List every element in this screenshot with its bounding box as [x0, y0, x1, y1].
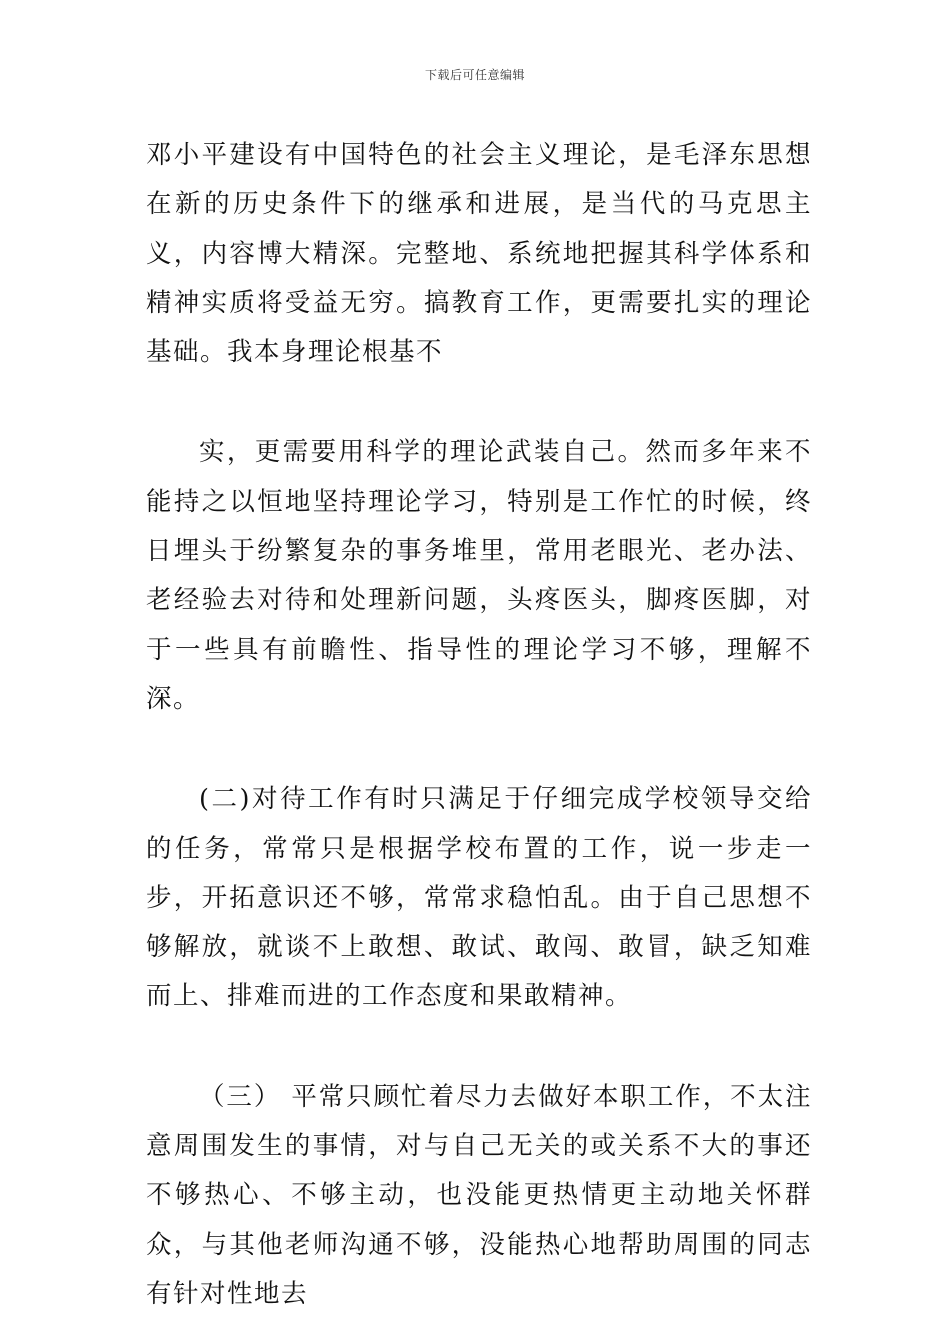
- page-header: 下载后可任意编辑: [424, 68, 525, 82]
- paragraph-4: （三） 平常只顾忙着尽力去做好本职工作，不太注意周围发生的事情，对与自己无关的或关系不大的事还不够热心、不够主动，也没能更热情更主动地关怀群众，与其他老师沟通不够，没能热心地帮助周围的同志有针对性地去: [146, 1081, 812, 1309]
- document-body: [146, 131, 812, 1319]
- paragraph-2: 实，更需要用科学的理论武装自己。然而多年来不能持之以恒地坚持理论学习，特别是工作忙的时候，终日埋头于纷繁复杂的事务堆里，常用老眼光、老办法、老经验去对待和处理新问题，头疼医头，脚疼医脚，对于一些具有前瞻性、指导性的理论学习不够，理解不深。: [146, 437, 812, 714]
- paragraph-3: (二)对待工作有时只满足于仔细完成学校领导交给的任务，常常只是根据学校布置的工作，说一步走一步，开拓意识还不够，常常求稳怕乱。由于自己思想不够解放，就谈不上敢想、敢试、敢闯、敢冒，缺乏知难而上、排难而进的工作态度和果敢精神。: [146, 784, 812, 1012]
- paragraph-1: 邓小平建设有中国特色的社会主义理论，是毛泽东思想在新的历史条件下的继承和进展，是当代的马克思主义，内容博大精深。完整地、系统地把握其科学体系和精神实质将受益无穷。搞教育工作，更需要扎实的理论基础。我本身理论根基不: [146, 140, 812, 368]
